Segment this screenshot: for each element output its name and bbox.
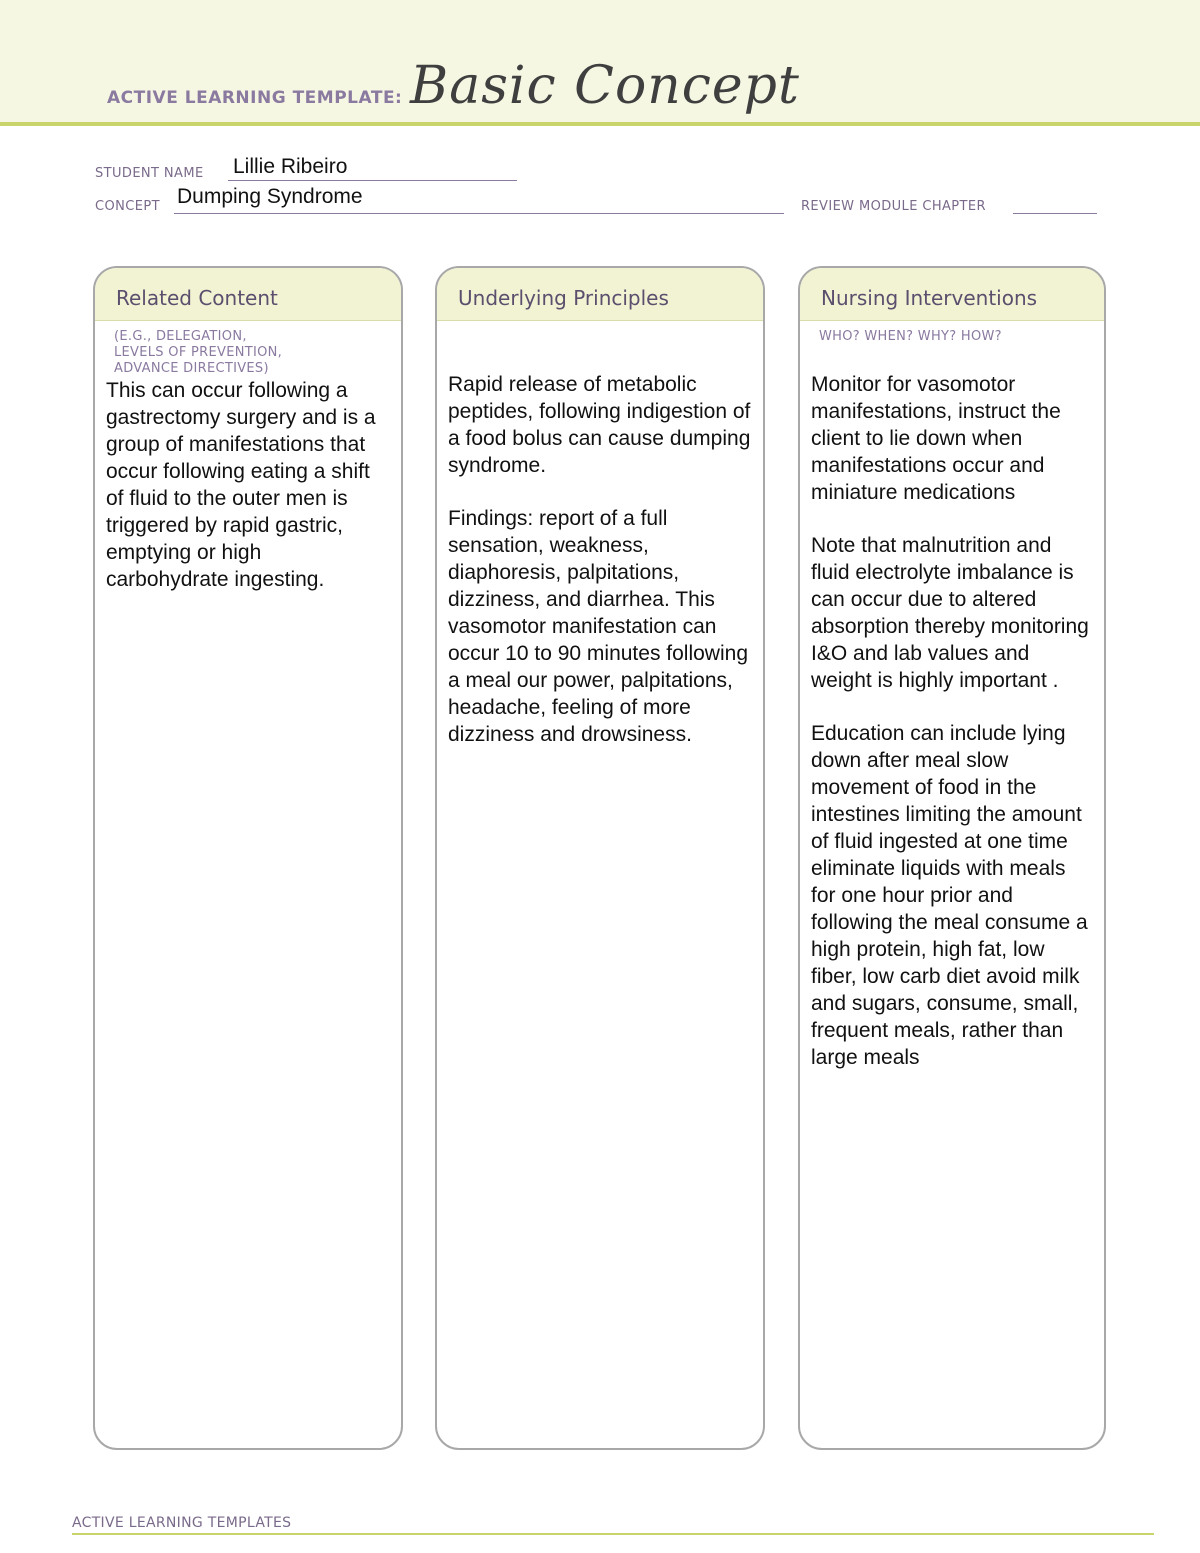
related-content-hint: (E.G., DELEGATION, LEVELS OF PREVENTION, ADVANCE DIRECTIVES) [114,329,283,376]
template-label: ACTIVE LEARNING TEMPLATE: [107,88,403,108]
header-divider [0,122,1200,126]
nursing-interventions-paragraph: Note that malnutrition and fluid electrolyte imbalance is can occur due to altered absorption thereby monitoring I&O and lab values and weight is highly important . [811,534,1089,692]
nursing-interventions-paragraph: Education can include lying down after meal slow movement of food in the intestines limiting the amount of fluid ingested at one time eliminate liquids with meals for one hour prior and following the meal consume a high protein, high fat, low fiber, low carb diet avoid milk and sugars, consume, small, frequent meals, rather than large meals [811,722,1088,1069]
underlying-principles-paragraph: Rapid release of metabolic peptides, following indigestion of a food bolus can cause dumping syndrome. [448,373,751,477]
student-name-field[interactable]: Lillie Ribeiro [233,155,348,178]
page-title: Basic Concept [410,56,800,116]
nursing-interventions-paragraph: Monitor for vasomotor manifestations, instruct the client to lie down when manifestations occur and miniature medications [811,373,1061,504]
nursing-interventions-hint: WHO? WHEN? WHY? HOW? [819,329,1002,344]
nursing-interventions-card [798,266,1106,1450]
student-name-label: STUDENT NAME [95,166,204,181]
nursing-interventions-body[interactable] [800,371,1104,1071]
related-content-body[interactable] [95,377,401,593]
review-module-label: REVIEW MODULE CHAPTER [801,199,986,214]
related-content-paragraph: This can occur following a gastrectomy surgery and is a group of manifestations that occur following eating a shift of fluid to the outer men is triggered by rapid gastric, emptying or high carbohydrate ingesting. [106,379,376,591]
concept-label: CONCEPT [95,199,160,214]
underlying-principles-title: Underlying Principles [437,268,763,321]
review-module-field[interactable] [1013,213,1097,214]
footer-divider [72,1533,1154,1535]
footer-label: ACTIVE LEARNING TEMPLATES [72,1515,292,1531]
related-content-title: Related Content [95,268,401,321]
underlying-principles-paragraph: Findings: report of a full sensation, weakness, diaphoresis, palpitations, dizziness, and diarrhea. This vasomotor manifestation can occur 10 to 90 minutes following a meal our power, palpitations, headache, feeling of more dizziness and drowsiness. [448,507,748,746]
student-name-line [228,180,517,181]
nursing-interventions-title: Nursing Interventions [800,268,1104,321]
underlying-principles-body[interactable] [437,371,763,748]
underlying-principles-card [435,266,765,1450]
concept-line [174,213,784,214]
underlying-principles-hint [437,321,763,371]
concept-field[interactable]: Dumping Syndrome [177,185,363,208]
related-content-card [93,266,403,1450]
